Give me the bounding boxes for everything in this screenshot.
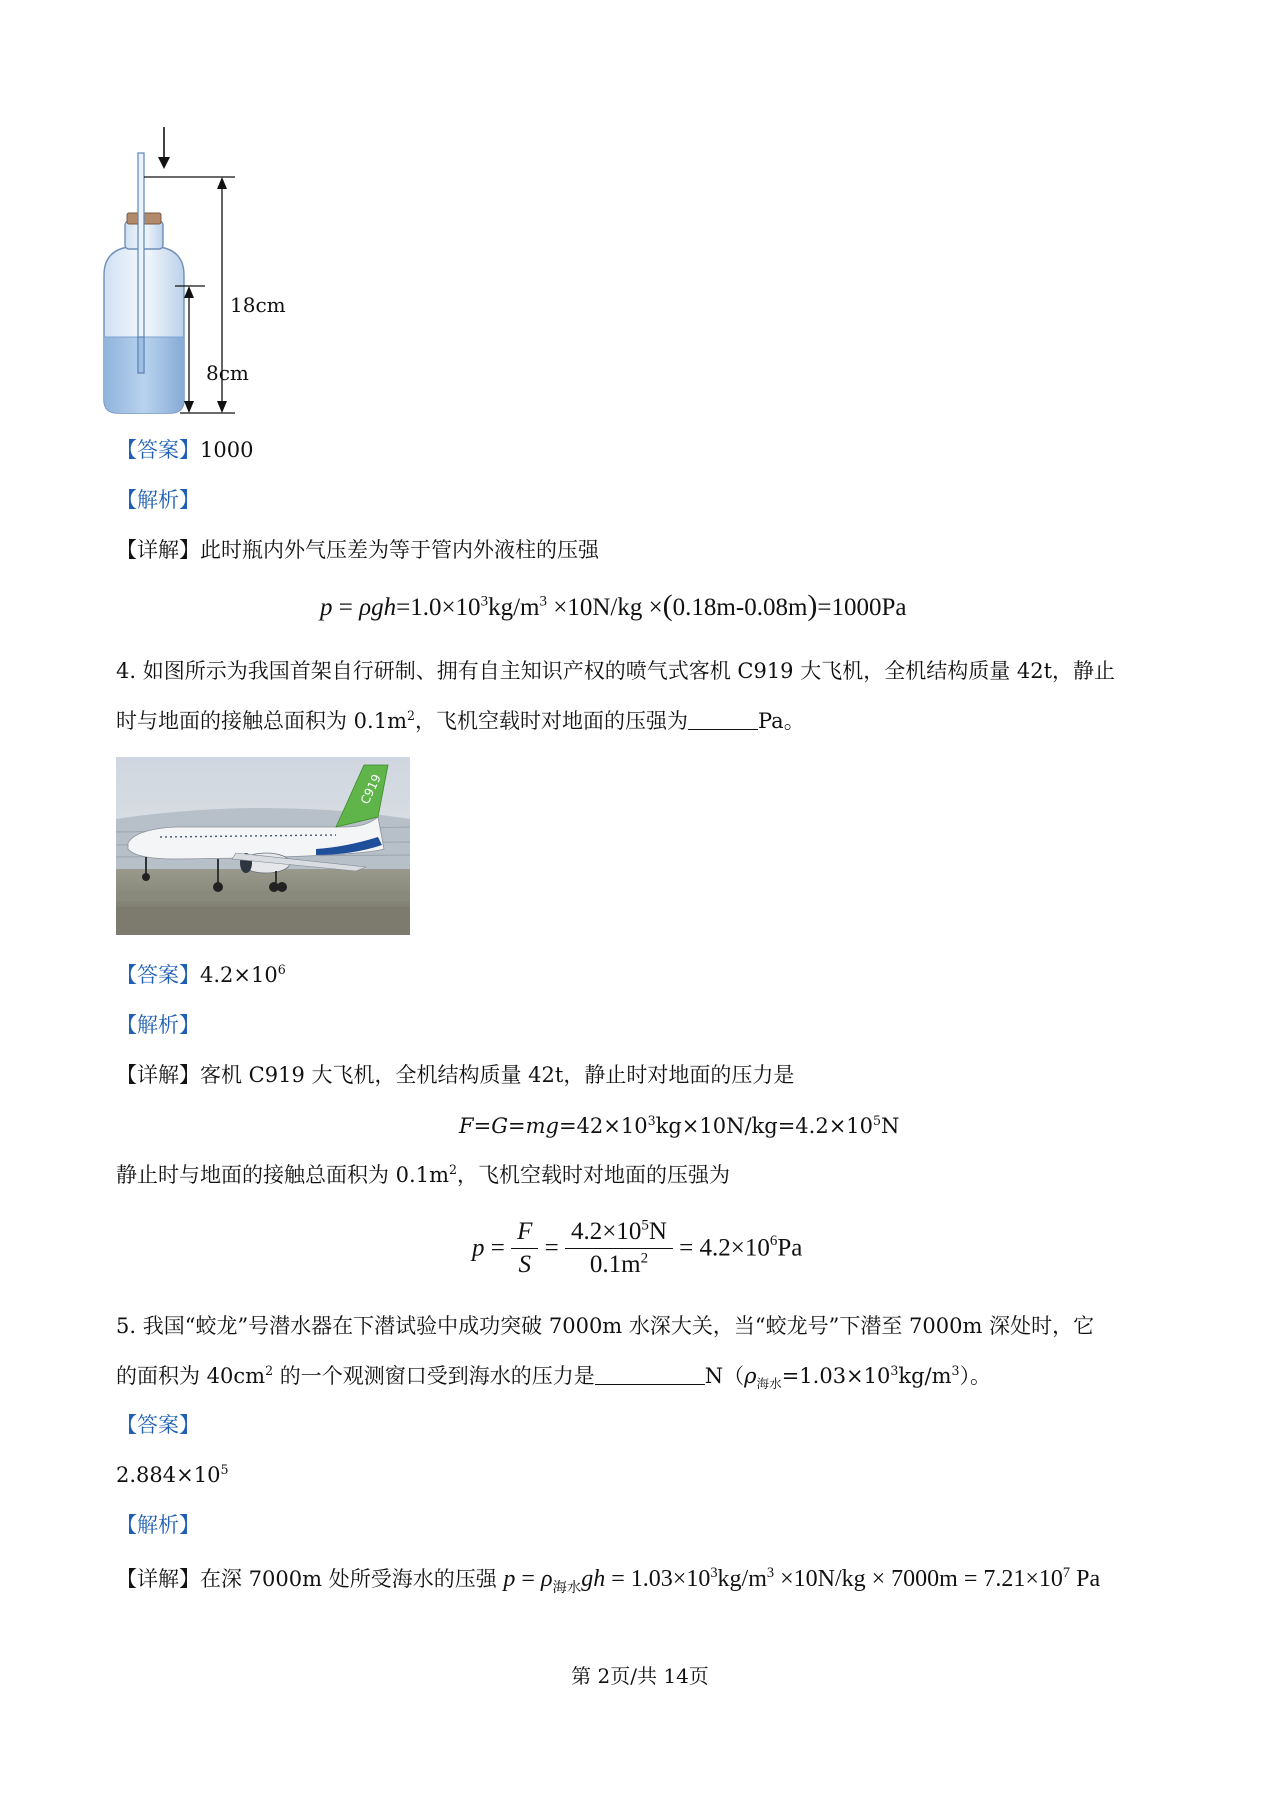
q5-answer-tag: 【答案】 xyxy=(116,1413,200,1437)
q3-analysis-tag: 【解析】 xyxy=(116,488,200,512)
answer-tag: 【答案】 xyxy=(116,438,200,462)
q4-analysis-tag: 【解析】 xyxy=(116,1013,200,1037)
q5-analysis-tag: 【解析】 xyxy=(116,1513,200,1537)
q5-answer-blank xyxy=(595,1362,705,1385)
q3-detail-line xyxy=(116,536,599,564)
q4-detail-line2: 静止时与地面的接触总面积为 $0.1m^2$，飞机空载时对地面的压强为 xyxy=(116,1162,730,1187)
label-8cm: 8cm xyxy=(206,361,249,385)
page-footer: 第 2页/共 14页 xyxy=(571,1664,709,1688)
bottle-diagram xyxy=(100,125,300,420)
q5-question-line1: 5. 我国“蛟龙”号潜水器在下潜试验中成功突破 7000m 水深大关，当“蛟龙号”下潜至 7000m 深处时，它 xyxy=(116,1314,1095,1338)
q3-detail-text: 此时瓶内外气压差为等于管内外液柱的压强 xyxy=(200,538,599,562)
q5-answer: $2.884\times 10^5$ xyxy=(116,1462,229,1487)
q3-answer: 1000 xyxy=(200,438,254,462)
c919-photo xyxy=(116,757,410,935)
q4-answer-blank xyxy=(688,707,758,730)
detail-tag: 【详解】 xyxy=(116,538,200,562)
q4-detail-line: 【详解】客机 C919 大飞机，全机结构质量 42t，静止时对地面的压力是 xyxy=(116,1063,795,1087)
q4-question-line1: 4. 如图所示为我国首架自行研制、拥有自主知识产权的喷气式客机 C919 大飞机，全机结构质量 42t，静止 xyxy=(116,659,1116,683)
q4-equation2: p = $\frac{F}{S}$ = $\frac{4.2\times 10^5N}{0.1m^2}$ = $4.2\times 10^6Pa$ xyxy=(472,1217,803,1278)
q4-equation1: $F=G=mg=42\times 10^3kg\times 10N/kg=4.2\times 10^5N$ xyxy=(459,1113,900,1138)
q3-equation: $p = \rho gh=1.0\times 10^3kg/m^3 \times 10N/kg \times(0.18m-0.08m)=1000Pa$ xyxy=(320,589,907,622)
q4-answer-line: 【答案】$4.2\times 10^6$ xyxy=(116,962,286,987)
q5-detail-line: 【详解】在深 7000m 处所受海水的压强 $p = \rho_{海水}gh = 1.03\times 10^3kg/m^3 \times 10N/kg \times 7000m = 7.21\times 10^7$ Pa xyxy=(116,1565,1101,1596)
label-18cm: 18cm xyxy=(230,293,286,317)
q4-question-line2: 时与地面的接触总面积为 $0.1m^2$，飞机空载时对地面的压强为 Pa。 xyxy=(116,708,805,733)
q3-answer-line xyxy=(116,436,253,464)
tail-text: C919 xyxy=(357,772,384,807)
q5-question-line2: 的面积为 $40cm^2$ 的一个观测窗口受到海水的压力是 $N(\rho_{海水}=1.03\times 10^3kg/m^3)$。 xyxy=(116,1363,992,1392)
